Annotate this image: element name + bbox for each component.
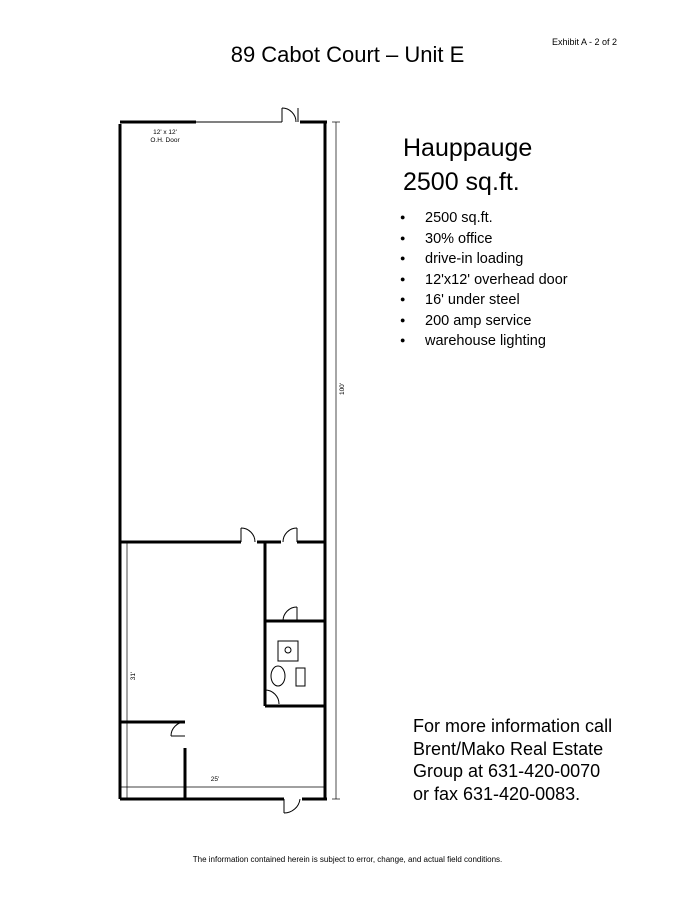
bottom-door-swing	[284, 799, 300, 813]
office-partition	[120, 542, 325, 706]
width-dimension-label: 25'	[210, 776, 220, 783]
dimension-lines	[120, 122, 340, 799]
exhibit-label: Exhibit A - 2 of 2	[552, 37, 618, 47]
office-depth-label: 31'	[130, 671, 137, 681]
list-item: ● 2500 sq.ft.	[400, 210, 493, 226]
outer-walls	[120, 122, 327, 799]
list-item: ● drive-in loading	[400, 251, 524, 267]
toilet	[271, 666, 285, 686]
location-heading: Hauppauge	[403, 134, 533, 162]
contact-line: or fax 631-420-0083.	[413, 783, 581, 804]
door-type-label: O.H. Door	[150, 137, 180, 144]
bullet-icon: ●	[400, 335, 406, 345]
page-title: 89 Cabot Court – Unit E	[230, 42, 465, 67]
list-item: ● warehouse lighting	[400, 333, 546, 349]
front-office	[120, 722, 185, 799]
contact-line: For more information call	[413, 716, 613, 736]
partition-doors	[241, 528, 297, 542]
top-door-swing	[282, 108, 298, 122]
depth-dimension-label: 100'	[339, 382, 346, 396]
door-size-label: 12' x 12'	[153, 129, 177, 136]
bullet-icon: ●	[400, 212, 406, 222]
contact-info	[413, 715, 612, 805]
size-heading: 2500 sq.ft.	[403, 168, 520, 196]
bullet-icon: ●	[400, 294, 406, 304]
bullet-icon: ●	[400, 232, 406, 243]
list-item: ● 16' under steel	[400, 292, 520, 308]
bullet-icon: ●	[400, 253, 406, 263]
list-item: ● 30% office	[400, 230, 493, 247]
list-item: ● 12'x12' overhead door	[400, 271, 568, 288]
bullet-icon: ●	[400, 273, 406, 284]
contact-line: Brent/Mako Real Estate	[413, 738, 604, 759]
list-item: ● 200 amp service	[400, 312, 532, 329]
disclaimer: The information contained herein is subject to error, change, and actual field conditions.	[192, 855, 503, 864]
bullet-icon: ●	[400, 314, 406, 325]
feature-list	[400, 208, 568, 352]
contact-line: Group at 631-420-0070	[413, 761, 601, 781]
sink	[278, 641, 298, 661]
